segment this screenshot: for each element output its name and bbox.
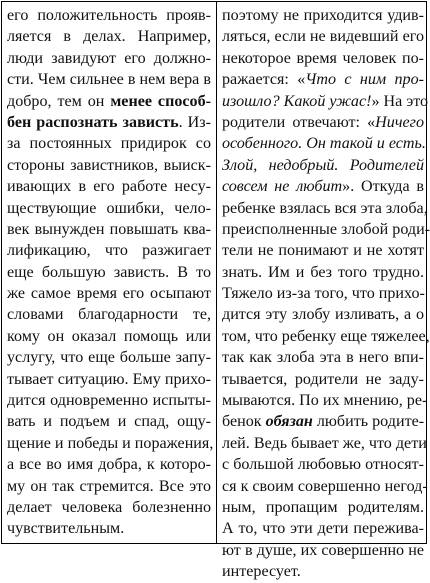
text-line: люди завидуют его должно-	[7, 49, 211, 67]
text-run: ». Откуда в	[342, 178, 424, 196]
text-line	[222, 176, 424, 197]
text-line: так как злоба эта в него впи-	[222, 349, 424, 367]
text-run: . Из-	[178, 113, 211, 131]
text-line	[222, 411, 424, 432]
text-run: » На это	[371, 92, 429, 110]
text-line: тывается, родители не заду-	[222, 370, 424, 388]
text-run: добро, тем он	[7, 92, 111, 110]
bold-text: бен распознать зависть	[7, 113, 179, 131]
book-page	[1, 1, 430, 581]
text-run: родители отвечают: «	[222, 113, 376, 131]
italic-text: изошло? Какой ужас!	[222, 92, 372, 110]
text-line: тывает ситуацию. Ему прихо-	[7, 370, 211, 388]
text-line: Тяжело из-за того, что прихо-	[222, 285, 425, 303]
text-line: ляться, если не видевший его	[222, 28, 424, 46]
italic-text: совсем не любит	[222, 178, 343, 196]
text-line	[222, 91, 429, 112]
text-line	[222, 112, 424, 133]
text-line: сти. Чем сильнее в нем вера в	[7, 71, 211, 89]
text-line: еще большую зависть. В то	[7, 263, 211, 281]
text-line: ивающих в его работе несу-	[7, 178, 211, 196]
left-column	[7, 5, 214, 540]
text-line: за постоянных придирок со	[7, 135, 211, 153]
text-line: делает человека болезненно	[7, 498, 211, 516]
text-line: том, что ребенку еще тяжелее,	[222, 327, 430, 345]
text-line: щение и победы и поражения,	[7, 434, 214, 452]
column-divider	[216, 2, 217, 543]
text-line: ным, пропащим родителям.	[222, 498, 424, 516]
text-run: ражается: «	[222, 71, 306, 89]
text-line: ся к своим совершенно негод-	[222, 477, 428, 495]
text-line: мываются. По их мнению, ре-	[222, 392, 428, 410]
text-line: же самое время его осыпают	[7, 285, 211, 303]
text-line: ребенке взялась вся эта злоба,	[222, 199, 428, 217]
text-line: ют в душе, их совершенно не	[222, 541, 424, 559]
text-run: любить родите-	[312, 413, 425, 431]
text-line: знать. Им и без того трудно.	[222, 263, 424, 281]
text-line	[7, 112, 211, 133]
italic-text: Ничего	[375, 113, 424, 131]
text-line: преисполненные злобой роди-	[222, 220, 430, 238]
text-line: поэтому не приходится удив-	[222, 7, 424, 24]
bold-italic-text: обязан	[265, 413, 313, 431]
text-line: кому он оказал помощь или	[7, 327, 211, 345]
italic-text: Что с ним про-	[305, 71, 424, 89]
text-line: тели не понимают и не хотят	[222, 242, 424, 260]
text-line: с большой любовью относят-	[222, 456, 424, 474]
text-line: интересует.	[222, 563, 301, 581]
right-column	[222, 5, 430, 583]
text-line: лей. Ведь бывает же, что дети	[222, 434, 427, 452]
text-line: век вынужден повышать ква-	[7, 220, 211, 238]
text-line: его положительность прояв-	[7, 7, 211, 24]
text-line: дится эту злобу изливать, а о	[222, 306, 424, 324]
text-line: лификацию, что разжигает	[7, 242, 211, 260]
text-line: некоторое время человек по-	[222, 49, 424, 67]
text-line: А то, что эти дети пережива-	[222, 520, 424, 538]
text-line: дится одновременно испыты-	[7, 392, 211, 410]
text-line: особенного. Он такой и есть.	[222, 135, 426, 153]
text-line: стороны завистников, выиск-	[7, 156, 211, 174]
text-line: ществующие ошибки, чело-	[7, 199, 211, 217]
text-line: Злой, недобрый. Родителей	[222, 156, 424, 174]
text-line	[7, 91, 211, 112]
text-line: а все во имя добра, к которо-	[7, 456, 211, 474]
text-line: услугу, что еще больше запу-	[7, 349, 211, 367]
text-run: бенок	[222, 413, 266, 431]
text-line: чувствительным.	[7, 520, 125, 538]
text-line: вать и подъем и спад, ощу-	[7, 413, 211, 431]
text-line: му он так стремится. Все это	[7, 477, 211, 495]
text-line	[222, 69, 424, 90]
bold-text: менее способ-	[110, 92, 211, 110]
text-line: словами благодарности те,	[7, 306, 211, 324]
text-line: ляется в делах. Например,	[7, 28, 211, 46]
